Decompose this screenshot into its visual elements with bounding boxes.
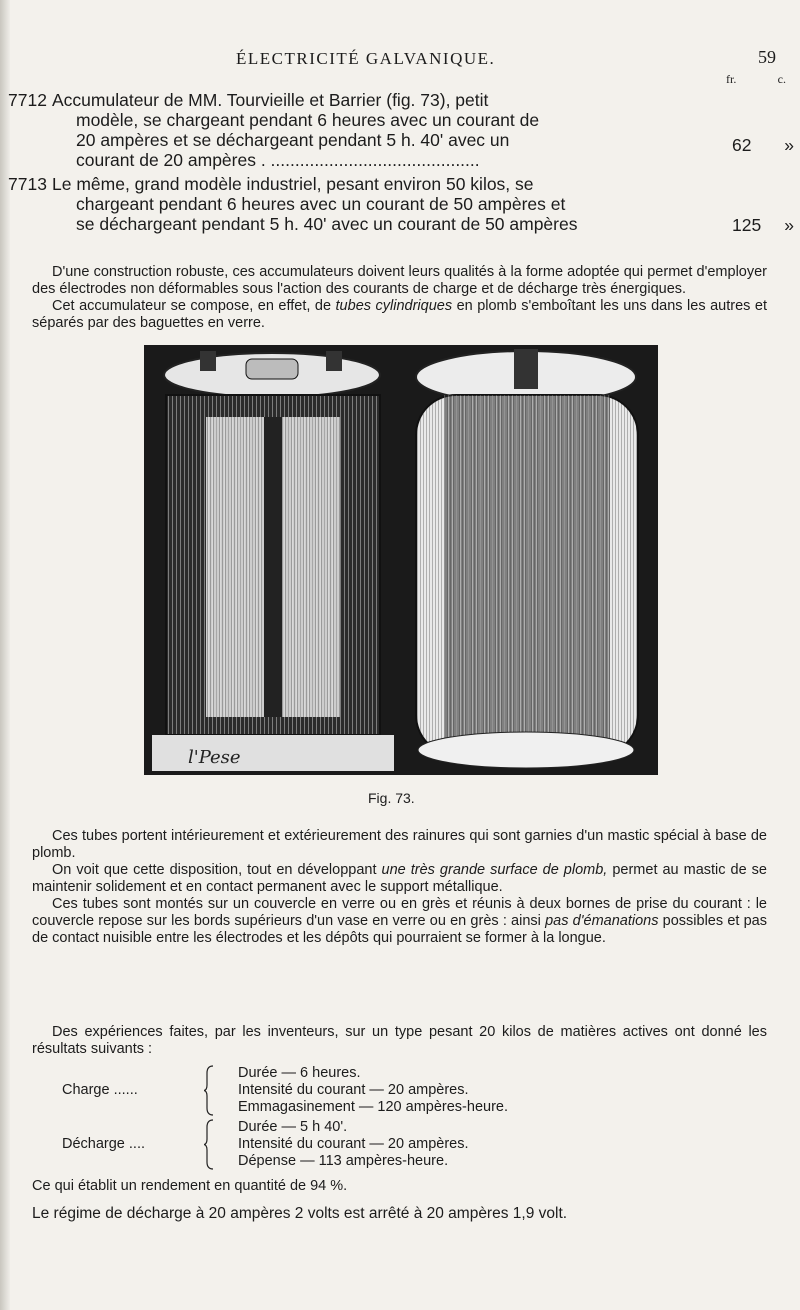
entry-line: 20 ampères et se déchargeant pendant 5 h. 40' avec un <box>76 130 510 150</box>
result-lines <box>238 1119 469 1170</box>
discharge-regime-statement: Le régime de décharge à 20 ampères 2 volts est arrêté à 20 ampères 1,9 volt. <box>32 1205 568 1222</box>
result-lines <box>238 1065 508 1116</box>
price-column-headers <box>726 72 786 87</box>
paragraph-text: Ces tubes sont montés sur un couvercle en verre ou en grès et réunis à deux bornes de prise du courant : le couvercle repose sur les bords supérieurs d'un vase en verre ou en grès : ainsi pas d'émanations possibles et pas de contact nuisible entre les électrodes et les dépôts qui pourraient se former à la longue. <box>32 896 767 946</box>
right-accumulator <box>416 349 638 768</box>
col-header-centimes: c. <box>777 72 786 86</box>
figure-caption: Fig. 73. <box>368 790 415 806</box>
catalog-entry-7713 <box>8 174 794 236</box>
result-group-discharge <box>32 1119 792 1173</box>
entry-description <box>52 90 652 170</box>
paragraph-text: D'une construction robuste, ces accumulateurs doivent leurs qualités à la forme adoptée qui permet d'employer des électrodes non déformables sous l'action des courants de charge et de décharge très énergiques. <box>32 264 767 297</box>
left-accumulator <box>152 351 394 771</box>
accumulator-engraving <box>144 345 658 775</box>
result-line: Dépense — 113 ampères-heure. <box>238 1153 449 1169</box>
price-centimes: » <box>784 215 794 235</box>
result-group-charge <box>32 1065 792 1119</box>
efficiency-statement: Ce qui établit un rendement en quantité de 94 %. <box>32 1178 348 1194</box>
results-intro <box>32 1024 767 1058</box>
test-results <box>32 1065 792 1173</box>
catalog-entry-7712 <box>8 90 794 172</box>
entry-price <box>732 135 794 155</box>
result-line: Durée — 5 h 40'. <box>238 1119 348 1135</box>
description-paragraph-1 <box>32 264 767 332</box>
entry-line: Le même, grand modèle industriel, pesant environ 50 kilos, se <box>52 174 534 194</box>
paragraph-text: Cet accumulateur se compose, en effet, de tubes cylindriques en plomb s'emboîtant les uns dans les autres et séparés par des baguettes en verre. <box>32 298 767 331</box>
result-line: Intensité du courant — 20 ampères. <box>238 1082 469 1098</box>
price-francs: 62 <box>732 135 752 155</box>
entry-number: 7712 <box>8 90 47 110</box>
entry-line: Accumulateur de MM. Tourvieille et Barrier (fig. 73), petit <box>52 90 489 110</box>
figure-accumulator-illustration <box>144 345 658 775</box>
price-francs: 125 <box>732 215 762 235</box>
page-header <box>0 45 800 75</box>
description-paragraph-2 <box>32 828 767 947</box>
entry-description <box>52 174 652 234</box>
brace-icon <box>204 1119 214 1170</box>
entry-line: modèle, se chargeant pendant 6 heures avec un courant de <box>76 110 540 130</box>
result-line: Intensité du courant — 20 ampères. <box>238 1136 469 1152</box>
running-title: ÉLECTRICITÉ GALVANIQUE. <box>236 49 496 68</box>
paragraph-text: Des expériences faites, par les inventeurs, sur un type pesant 20 kilos de matières actives ont donné les résultats suivants : <box>32 1024 767 1057</box>
result-label: Décharge .... <box>62 1136 146 1152</box>
paragraph-text: On voit que cette disposition, tout en développant une très grande surface de plomb, permet au mastic de se maintenir solidement et en contact permanent avec le support métallique. <box>32 862 767 895</box>
result-line: Emmagasinement — 120 ampères-heure. <box>238 1099 508 1115</box>
result-line: Durée — 6 heures. <box>238 1065 361 1081</box>
col-header-francs: fr. <box>726 72 737 86</box>
entry-number: 7713 <box>8 174 47 194</box>
entry-line: courant de 20 ampères . ........................................... <box>76 150 480 170</box>
entry-line: chargeant pendant 6 heures avec un courant de 50 ampères et <box>76 194 566 214</box>
entry-price <box>732 215 794 235</box>
price-centimes: » <box>784 135 794 155</box>
brace-icon <box>204 1065 214 1116</box>
paragraph-text: Ces tubes portent intérieurement et extérieurement des rainures qui sont garnies d'un mastic spécial à base de plomb. <box>32 828 767 861</box>
result-label: Charge ...... <box>62 1082 138 1098</box>
page-number: 59 <box>758 47 776 67</box>
entry-line: se déchargeant pendant 5 h. 40' avec un courant de 50 ampères <box>76 214 578 234</box>
engraver-signature: l'Pese <box>188 747 241 768</box>
